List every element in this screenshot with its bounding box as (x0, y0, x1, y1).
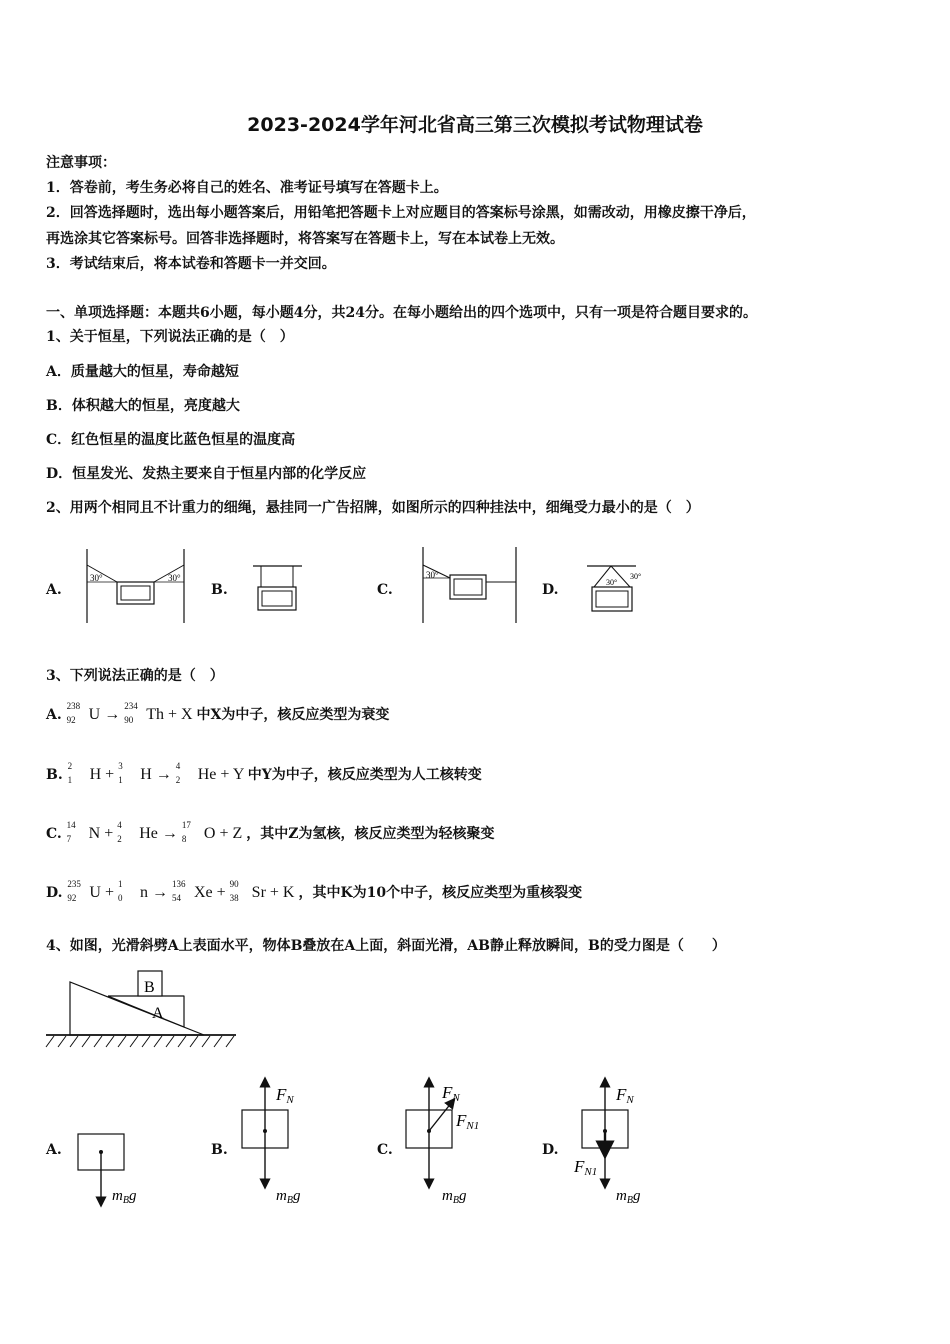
angle-label: 30° (426, 570, 439, 580)
q2-figure-d (586, 560, 648, 616)
q2-figure-b (252, 560, 304, 616)
q1-option-b: B．体积越大的恒星，亮度越大 (46, 398, 240, 414)
notice-item: 再选涂其它答案标号。回答非选择题时，将答案写在答题卡上，写在本试卷上无效。 (46, 231, 564, 247)
q4-stem: 4、如图，光滑斜劈A上表面水平，物体B叠放在A上面，斜面光滑，AB静止释放瞬间，B的受力图是（ ） (46, 938, 726, 954)
q4-wedge-figure (44, 965, 240, 1055)
nuclear-equation: 235 92 U + 1 0 n → 136 54 Xe + 90 38 Sr + K (67, 879, 295, 904)
option-label: C. (46, 826, 62, 842)
svg-text:FN: FN (276, 1085, 294, 1106)
q3-stem: 3、下列说法正确的是（ ） (46, 668, 224, 684)
q2-figure-a (84, 545, 188, 627)
q1-option-c: C．红色恒星的温度比蓝色恒星的温度高 (46, 432, 296, 448)
notice-heading: 注意事项： (46, 155, 116, 171)
q2-label-d: D. (542, 582, 559, 598)
q3-option-a (46, 701, 390, 726)
q3-option-c (46, 820, 495, 845)
notice-item: 2．回答选择题时，选出每小题答案后，用铅笔把答题卡上对应题目的答案标号涂黑，如需改动，用橡皮擦干净后， (46, 205, 756, 221)
option-text: 中Y为中子，核反应类型为人工核转变 (247, 767, 482, 783)
option-label: D. (46, 885, 63, 901)
nuclear-equation: 2 1 H + 3 1 H → 4 2 He + Y (67, 761, 244, 786)
q2-label-a: A. (46, 582, 62, 598)
q3-option-b (46, 761, 482, 786)
nuclear-equation: 14 7 N + 4 2 He → 17 8 O + Z (66, 820, 243, 845)
svg-text:FN: FN (442, 1083, 460, 1104)
angle-label: 30° (606, 578, 618, 587)
option-label: A. (46, 707, 62, 723)
block-a-label: A (152, 1005, 164, 1022)
angle-label: 30° (90, 573, 103, 583)
option-text: ，其中Z为氢核，核反应类型为轻核聚变 (246, 826, 495, 842)
section-heading: 一、单项选择题：本题共6小题，每小题4分，共24分。在每小题给出的四个选项中，只有一项是符合题目要求的。 (46, 305, 757, 321)
svg-text:FN1: FN1 (456, 1111, 480, 1132)
q1-option-a: A．质量越大的恒星，寿命越短 (46, 364, 239, 380)
q2-figure-c (420, 545, 520, 625)
q4-label-b: B. (211, 1142, 228, 1158)
svg-text:FN: FN (616, 1085, 634, 1106)
svg-text:mBg: $m_Bg$ (112, 1188, 137, 1206)
q1-stem: 1、关于恒星，下列说法正确的是（ ） (46, 329, 294, 345)
q4-label-a: A. (46, 1142, 62, 1158)
q1-option-d: D．恒星发光、发热主要来自于恒星内部的化学反应 (46, 466, 367, 482)
option-text: ，其中K为10个中子，核反应类型为重核裂变 (298, 885, 583, 901)
notice-item: 1．答卷前，考生务必将自己的姓名、准考证号填写在答题卡上。 (46, 180, 448, 196)
q4-figure-d (572, 1074, 672, 1210)
q2-stem: 2、用两个相同且不计重力的细绳，悬挂同一广告招牌，如图所示的四种挂法中，细绳受力最小的是（ ） (46, 500, 700, 516)
option-text: 中X为中子，核反应类型为衰变 (196, 707, 390, 723)
q4-label-d: D. (542, 1142, 559, 1158)
block-b-label: B (144, 979, 155, 996)
nuclear-equation: 238 92 U → 234 90 Th + X (66, 701, 193, 726)
q4-figure-a (74, 1128, 164, 1210)
svg-text:mBg: $m_Bg$ (276, 1188, 301, 1206)
angle-label: 30° (630, 572, 642, 581)
q3-option-d (46, 879, 583, 904)
notice-item: 3．考试结束后，将本试卷和答题卡一并交回。 (46, 256, 336, 272)
q2-label-b: B. (211, 582, 228, 598)
page-title: 2023-2024学年河北省高三第三次模拟考试物理试卷 (247, 114, 703, 136)
svg-text:FN1: FN1 (574, 1157, 598, 1178)
svg-text:mBg: $m_Bg$ (442, 1188, 467, 1206)
q4-label-c: C. (377, 1142, 393, 1158)
angle-label: 30° (168, 573, 181, 583)
option-label: B. (46, 767, 63, 783)
q4-figure-c (402, 1074, 502, 1210)
svg-text:mBg: $m_Bg$ (616, 1188, 641, 1206)
q2-label-c: C. (377, 582, 393, 598)
q4-figure-b (238, 1074, 328, 1210)
